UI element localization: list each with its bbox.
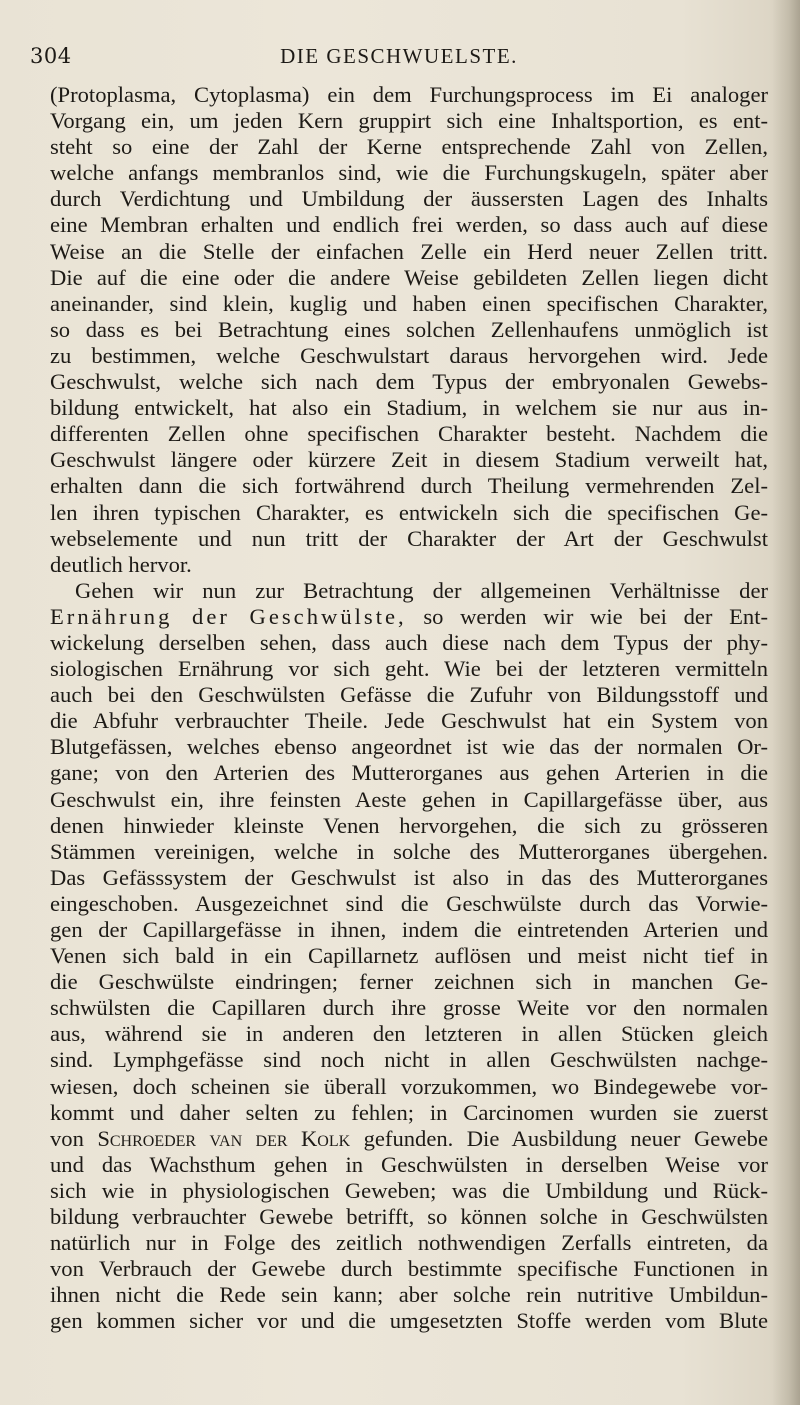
text-line: (Protoplasma, Cytoplasma) ein dem Furchungsprocess im Ei analoger	[50, 82, 768, 107]
text-line: gen kommen sicher vor und die umgesetzten Stoffe werden vom Blute	[50, 1308, 768, 1334]
text-line: bildung entwickelt, hat also ein Stadium, in welchem sie nur aus in-	[50, 395, 768, 421]
text-line: von Verbrauch der Gewebe durch bestimmte specifische Functionen in	[50, 1256, 768, 1282]
text-line: siologischen Ernährung vor sich geht. Wie bei der letzteren vermitteln	[50, 656, 768, 682]
page-header	[30, 44, 768, 72]
text-line: Weise an die Stelle der einfachen Zelle ein Herd neuer Zellen tritt.	[50, 238, 768, 264]
text-line: aneinander, sind klein, kuglig und haben einen specifischen Charakter,	[50, 290, 768, 316]
text-fragment: von	[50, 1125, 84, 1151]
text-line	[50, 1126, 768, 1152]
text-line: Geschwulst, welche sich nach dem Typus der embryonalen Gewebs-	[50, 369, 768, 395]
text-line: die Geschwülste eindringen; ferner zeichnen sich in manchen Ge-	[50, 969, 768, 995]
text-line: schwülsten die Capillaren durch ihre grosse Weite vor den normalen	[50, 995, 768, 1021]
text-line: und das Wachsthum gehen in Geschwülsten in derselben Weise vor	[50, 1151, 768, 1177]
text-line: wiesen, doch scheinen sie überall vorzukommen, wo Bindegewebe vor-	[50, 1073, 768, 1099]
text-line: zu bestimmen, welche Geschwulstart daraus hervorgehen wird. Jede	[50, 342, 768, 368]
text-line: sich wie in physiologischen Geweben; was die Umbildung und Rück-	[50, 1177, 768, 1203]
text-line: wickelung derselben sehen, dass auch diese nach dem Typus der phy-	[50, 629, 768, 655]
text-line: Gehen wir nun zur Betrachtung der allgemeinen Verhältnisse der	[75, 577, 768, 603]
text-fragment: so werden wir wie bei der Ent-	[423, 603, 769, 629]
text-fragment: gefunden. Die Ausbildung neuer Gewebe	[363, 1125, 768, 1151]
text-line: Die auf die eine oder die andere Weise gebildeten Zellen liegen dicht	[50, 264, 768, 290]
page-edge-shadow	[772, 0, 800, 1405]
text-line: Venen sich bald in ein Capillarnetz auflösen und meist nicht tief in	[50, 943, 768, 969]
emphasized-phrase: Ernährung der Geschwülste,	[50, 603, 407, 629]
text-line: erhalten dann die sich fortwährend durch Theilung vermehrenden Zel-	[50, 473, 768, 499]
text-line: Das Gefässsystem der Geschwulst ist also in das des Mutterorganes	[50, 864, 768, 890]
running-title: DIE GESCHWUELSTE.	[280, 44, 518, 68]
text-line: die Abfuhr verbrauchter Theile. Jede Geschwulst hat ein System von	[50, 708, 768, 734]
text-line: sind. Lymphgefässe sind noch nicht in allen Geschwülsten nachge-	[50, 1047, 768, 1073]
text-line: ihnen nicht die Rede sein kann; aber solche rein nutritive Umbildun-	[50, 1282, 768, 1308]
text-line: kommt und daher selten zu fehlen; in Carcinomen wurden sie zuerst	[50, 1099, 768, 1125]
text-line: gane; von den Arterien des Mutterorganes aus gehen Arterien in die	[50, 760, 768, 786]
page-number: 304	[30, 44, 72, 68]
paragraph-2-lines	[50, 630, 768, 1126]
text-line	[50, 604, 768, 630]
text-line: Vorgang ein, um jeden Kern gruppirt sich eine Inhaltsportion, es ent-	[50, 108, 768, 134]
text-line: eine Membran erhalten und endlich frei werden, so dass auch auf diese	[50, 212, 768, 238]
text-line: auch bei den Geschwülsten Gefässe die Zufuhr von Bildungsstoff und	[50, 682, 768, 708]
text-line: differenten Zellen ohne specifischen Charakter besteht. Nachdem die	[50, 421, 768, 447]
text-line: bildung verbrauchter Gewebe betrifft, so können solche in Geschwülsten	[50, 1204, 768, 1230]
text-line: durch Verdichtung und Umbildung der äussersten Lagen des Inhalts	[50, 186, 768, 212]
text-line: natürlich nur in Folge des zeitlich nothwendigen Zerfalls eintreten, da	[50, 1230, 768, 1256]
text-line: Stämmen vereinigen, welche in solche des Mutterorganes übergehen.	[50, 838, 768, 864]
text-line: steht so eine der Zahl der Kerne entsprechende Zahl von Zellen,	[50, 134, 768, 160]
text-line: Blutgefässen, welches ebenso angeordnet ist wie das der normalen Or-	[50, 734, 768, 760]
text-line: Geschwulst ein, ihre feinsten Aeste gehen in Capillargefässe über, aus	[50, 786, 768, 812]
text-line: deutlich hervor.	[50, 551, 192, 577]
text-line: welche anfangs membranlos sind, wie die Furchungskugeln, später aber	[50, 160, 768, 186]
body-text	[50, 82, 768, 1335]
text-line: so dass es bei Betrachtung eines solchen Zellenhaufens unmöglich ist	[50, 316, 768, 342]
text-line: aus, während sie in anderen den letzteren in allen Stücken gleich	[50, 1021, 768, 1047]
text-line: denen hinwieder kleinste Venen hervorgehen, die sich zu grösseren	[50, 812, 768, 838]
paragraph-2-lines-end	[50, 1152, 768, 1335]
paragraph-1	[50, 82, 768, 578]
paragraph-2	[50, 578, 768, 1335]
text-line: len ihren typischen Charakter, es entwickeln sich die specifischen Ge-	[50, 499, 768, 525]
text-line: gen der Capillargefässe in ihnen, indem die eintretenden Arterien und	[50, 917, 768, 942]
text-line: Geschwulst längere oder kürzere Zeit in diesem Stadium verweilt hat,	[50, 447, 768, 473]
text-line: webselemente und nun tritt der Charakter der Art der Geschwulst	[50, 525, 768, 551]
text-line: eingeschoben. Ausgezeichnet sind die Geschwülste durch das Vorwie-	[50, 890, 768, 916]
author-name: Schroeder van der Kolk	[97, 1125, 351, 1151]
